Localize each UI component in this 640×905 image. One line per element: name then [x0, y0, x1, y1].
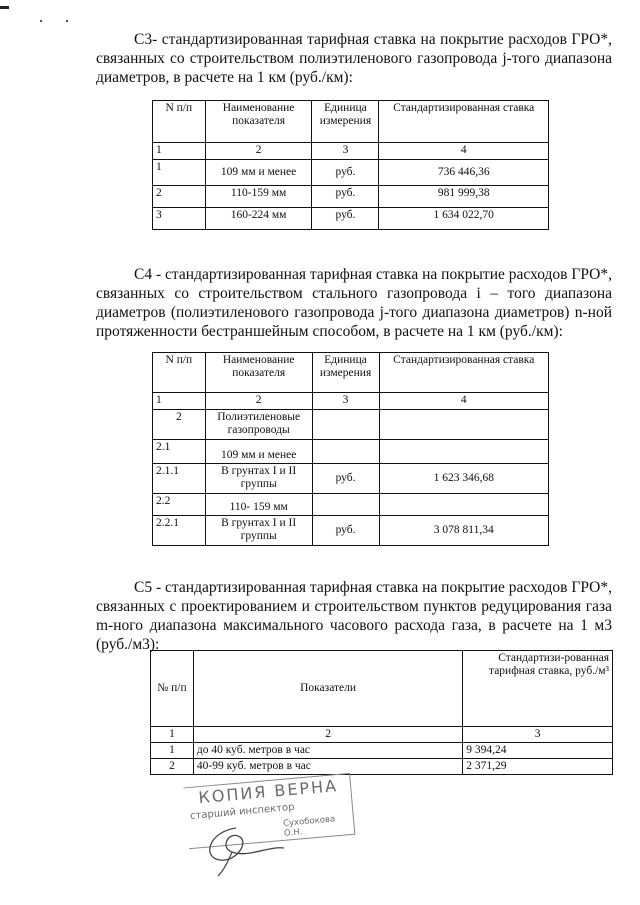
stamp-title: КОПИЯ ВЕРНА — [197, 776, 339, 808]
numbering-row — [153, 143, 549, 160]
header-cell: Показатели — [193, 651, 462, 727]
cell: до 40 куб. метров в час — [193, 743, 462, 759]
cell: 2.1 — [153, 440, 206, 464]
table-row — [153, 410, 549, 440]
cell: 109 мм и менее — [205, 440, 312, 464]
table-header-row — [153, 101, 549, 143]
signature-icon — [198, 818, 288, 878]
cell: 1 634 022,70 — [379, 208, 549, 230]
cell: Полиэтиленовые газопроводы — [205, 410, 312, 440]
table-row — [153, 440, 549, 464]
table-row — [153, 208, 549, 230]
cell: 2.1.1 — [153, 464, 206, 494]
cell — [379, 410, 549, 440]
header-cell: Стандартизи-рованная тарифная ставка, руб./м³ — [463, 651, 613, 727]
table-header-row — [151, 651, 613, 727]
cell — [379, 440, 549, 464]
scan-dot — [40, 20, 42, 22]
cell: 110- 159 мм — [205, 494, 312, 516]
num-cell: 3 — [463, 727, 613, 743]
cell: 981 999,38 — [379, 186, 549, 208]
cell: 109 мм и менее — [205, 160, 312, 186]
cell: 2 — [153, 410, 206, 440]
numbering-row — [153, 393, 549, 410]
table-row — [153, 464, 549, 494]
num-cell: 3 — [312, 393, 379, 410]
cell: 2 371,29 — [463, 759, 613, 775]
cell: 1 623 346,68 — [379, 464, 549, 494]
num-cell: 1 — [151, 727, 194, 743]
header-cell: Стандартизированная ставка — [379, 353, 549, 393]
num-cell: 2 — [193, 727, 462, 743]
c4-table — [152, 352, 549, 546]
cell: В грунтах I и II группы — [205, 516, 312, 546]
cell: 3 — [153, 208, 206, 230]
header-cell: Единица измерения — [312, 353, 379, 393]
c3-paragraph: С3- стандартизированная тарифная ставка на покрытие расходов ГРО*, связанных со строительством полиэтиленового газопровода j-того диапазона диаметров, в расчете на 1 км (руб./км): — [96, 31, 612, 86]
c4-paragraph: С4 - стандартизированная тарифная ставка на покрытие расходов ГРО*, связанных со строительством стального газопровода i – того диапазона диаметров (полиэтиленового газопровода j-того диапазона диаметров) n-ной протяженности бестраншейным способом, в расчете на 1 км (руб./км): — [96, 266, 612, 340]
cell: 9 394,24 — [463, 743, 613, 759]
cell: 736 446,36 — [379, 160, 549, 186]
numbering-row — [151, 727, 613, 743]
stamp-position: старший инспектор — [189, 801, 295, 822]
cell: 1 — [151, 743, 194, 759]
cell: руб. — [312, 186, 379, 208]
c5-table — [150, 650, 613, 775]
header-cell: Наименование показателя — [205, 353, 312, 393]
cell — [312, 410, 379, 440]
cell: 2 — [153, 186, 206, 208]
table-row — [153, 186, 549, 208]
header-cell: № п/п — [151, 651, 194, 727]
table-row — [151, 743, 613, 759]
cell: 1 — [153, 160, 206, 186]
cell: руб. — [312, 464, 379, 494]
cell: 2.2.1 — [153, 516, 206, 546]
cell — [379, 494, 549, 516]
num-cell: 4 — [379, 143, 549, 160]
cell: руб. — [312, 208, 379, 230]
cell: В грунтах I и II группы — [205, 464, 312, 494]
num-cell: 1 — [153, 393, 206, 410]
num-cell: 2 — [205, 143, 312, 160]
cell: 110-159 мм — [205, 186, 312, 208]
header-cell: N п/п — [153, 101, 206, 143]
cell: 160-224 мм — [205, 208, 312, 230]
num-cell: 1 — [153, 143, 206, 160]
c3-table — [152, 100, 549, 230]
cell: 3 078 811,34 — [379, 516, 549, 546]
cell — [312, 440, 379, 464]
header-cell: N п/п — [153, 353, 206, 393]
cell: 2 — [151, 759, 194, 775]
cell: руб. — [312, 516, 379, 546]
table-row — [151, 759, 613, 775]
scan-dot — [66, 20, 68, 22]
header-cell: Единица измерения — [312, 101, 379, 143]
num-cell: 4 — [379, 393, 549, 410]
cell: 40-99 куб. метров в час — [193, 759, 462, 775]
c5-paragraph: С5 - стандартизированная тарифная ставка на покрытие расходов ГРО*, связанных с проектированием и строительством пунктов редуцирования газа m-ного диапазона максимального часового расхода газа, в расчете на 1 м3 (руб./м3): — [96, 579, 612, 653]
num-cell: 2 — [205, 393, 312, 410]
cell: руб. — [312, 160, 379, 186]
cell: 2.2 — [153, 494, 206, 516]
table-header-row — [153, 353, 549, 393]
corner-mark — [0, 6, 9, 9]
header-cell: Стандартизированная ставка — [379, 101, 549, 143]
cell — [312, 494, 379, 516]
stamp-name: Сухобокова О.Н. — [282, 814, 336, 839]
table-row — [153, 516, 549, 546]
header-cell: Наименование показателя — [205, 101, 312, 143]
table-row — [153, 160, 549, 186]
num-cell: 3 — [312, 143, 379, 160]
table-row — [153, 494, 549, 516]
